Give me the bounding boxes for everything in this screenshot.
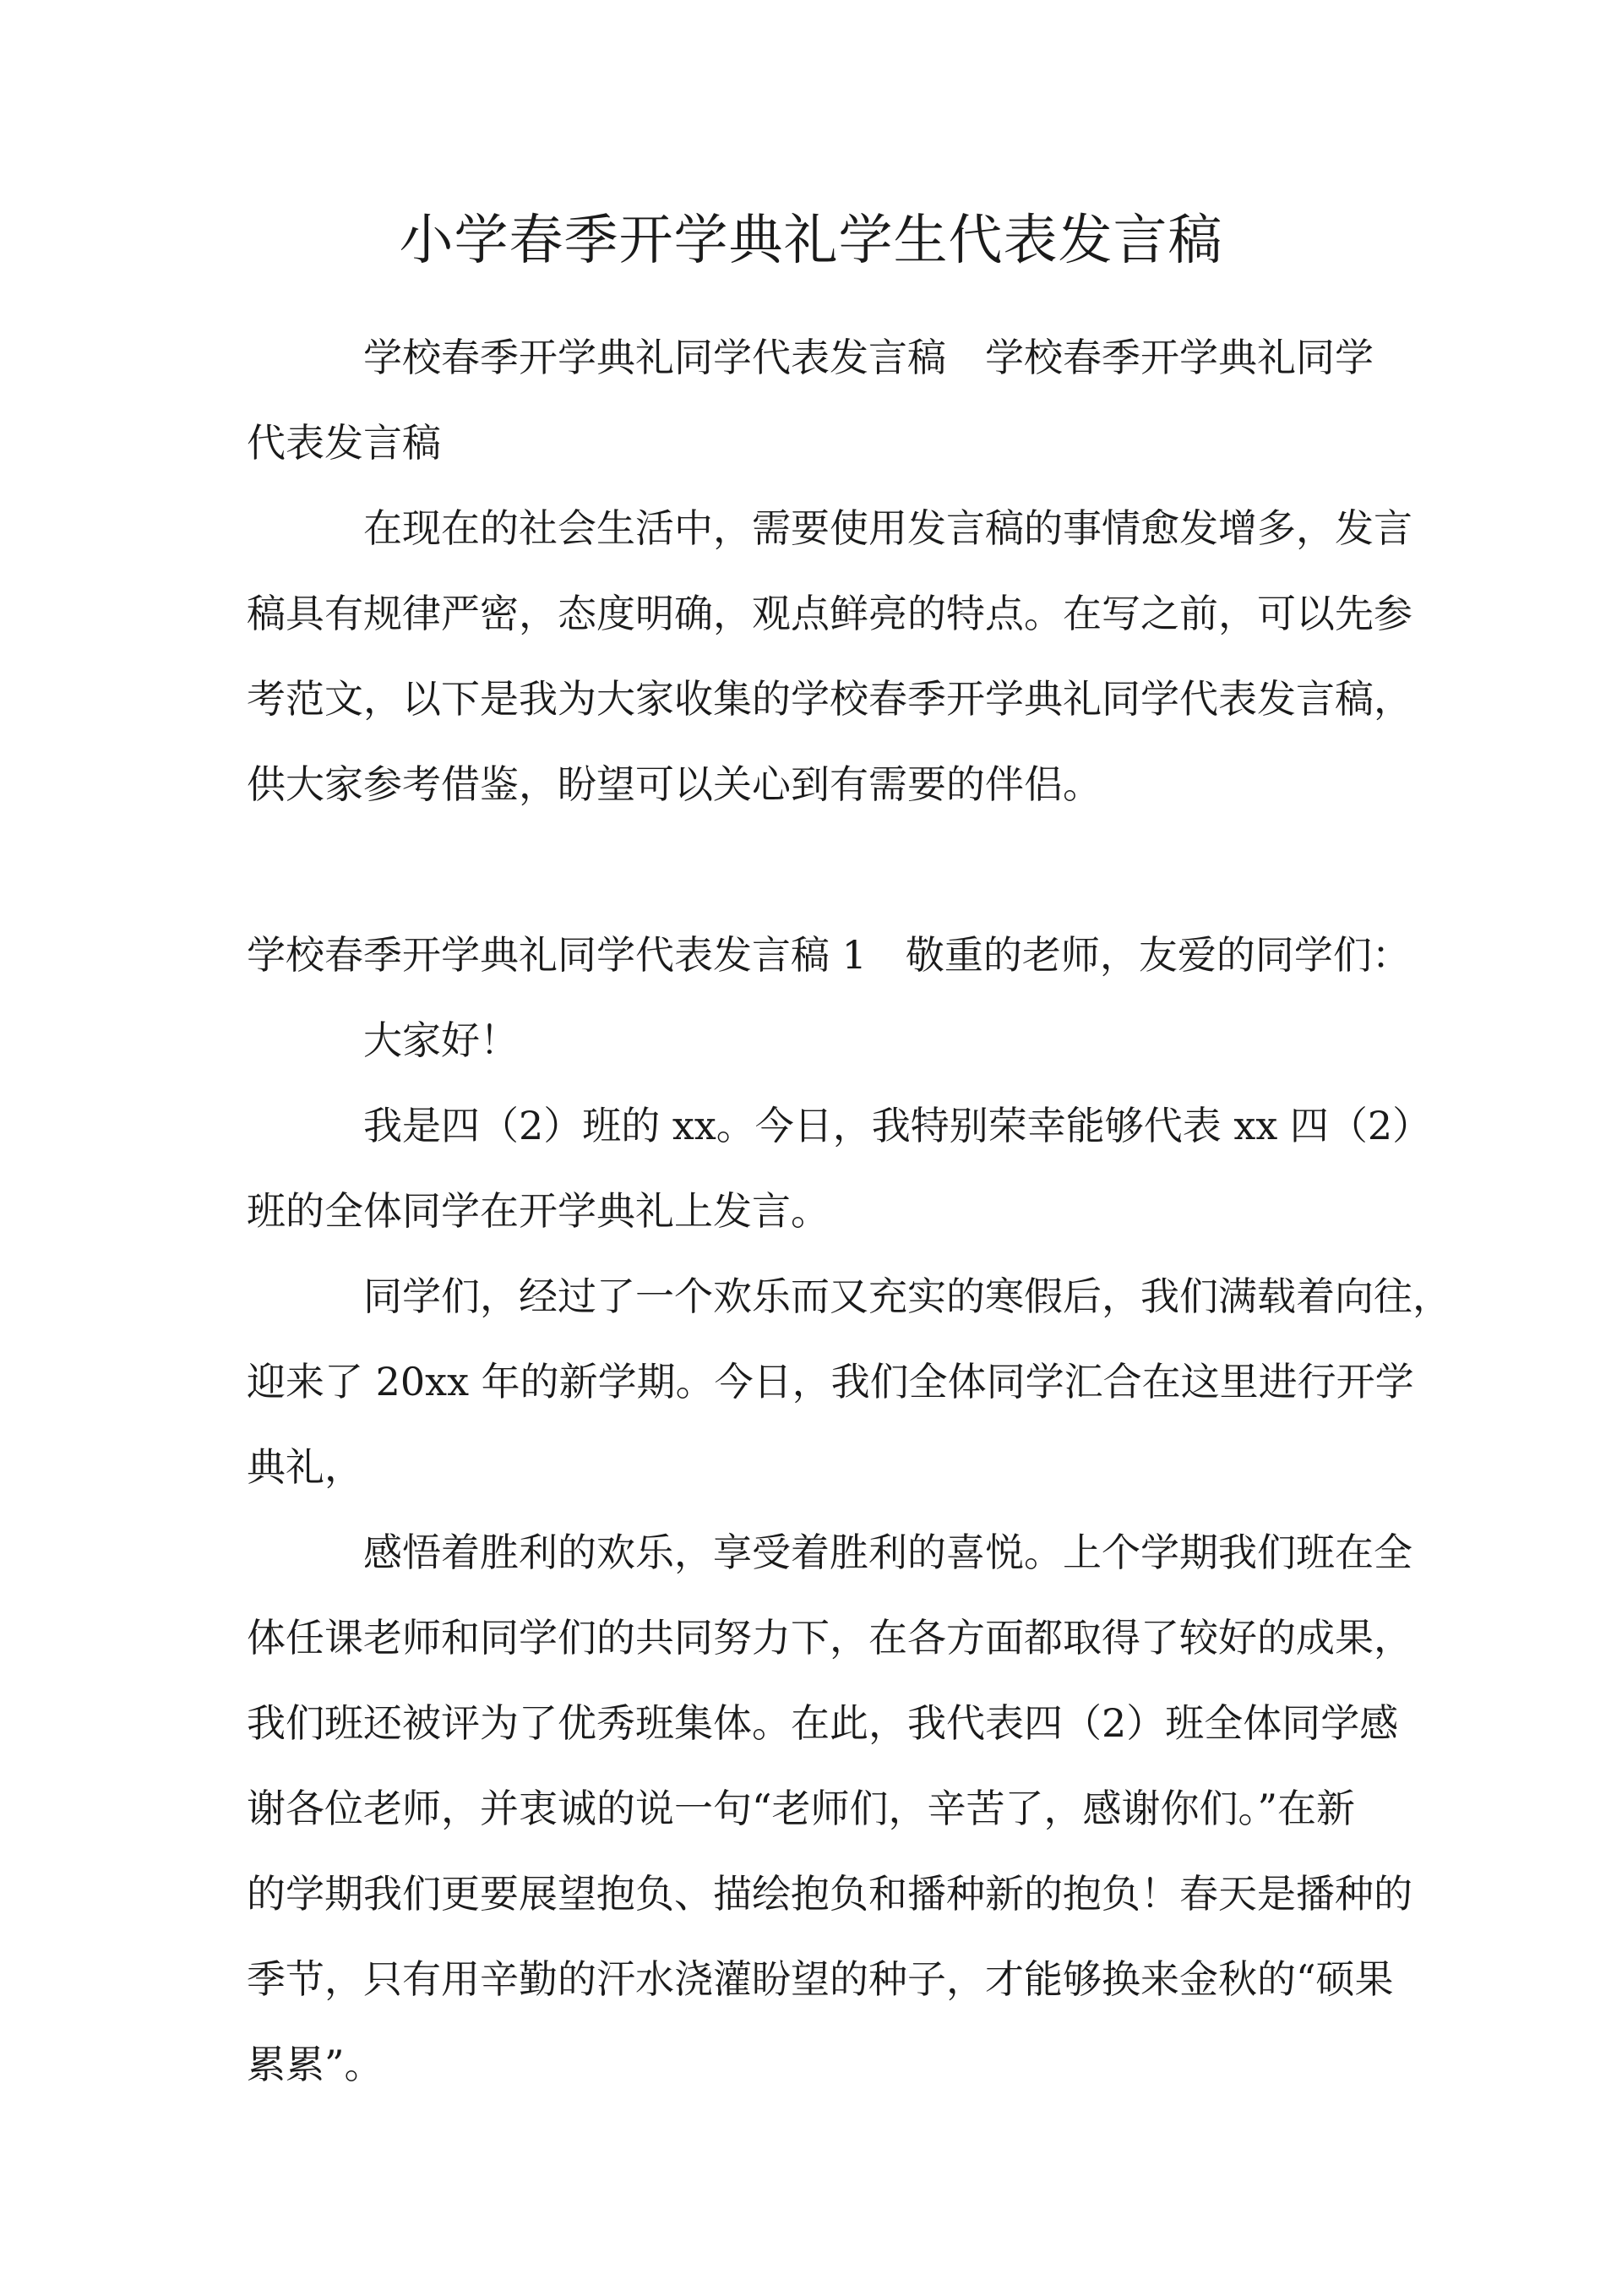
intro-paragraph	[247, 486, 1412, 827]
document-title: 小学春季开学典礼学生代表发言稿	[399, 210, 1223, 272]
text-line: 稿具有规律严密，态度明确，观点鲜亮的特点。在写之前，可以先参	[247, 591, 1412, 636]
text-line: 供大家参考借鉴，盼望可以关心到有需要的伴侣。	[247, 761, 1102, 807]
text-line: 典礼，	[247, 1444, 363, 1490]
text-line: 我是四（2）班的 xx。今日，我特别荣幸能够代表 xx 四（2）	[363, 1103, 1432, 1148]
paragraph-gap	[247, 827, 1380, 913]
text-line: 在现在的社会生活中，需要使用发言稿的事情愈发增多，发言	[363, 505, 1412, 551]
intro-heading-paragraph	[247, 315, 1380, 486]
text-line: 考范文，以下是我为大家收集的学校春季开学典礼同学代表发言稿，	[247, 676, 1412, 722]
text-line: 体任课老师和同学们的共同努力下，在各方面都取得了较好的成果，	[247, 1615, 1412, 1661]
text-line: 班的全体同学在开学典礼上发言。	[247, 1188, 830, 1234]
document-body	[247, 315, 1451, 2108]
text-line: 学校春季开学典礼同学代表发言稿 1 敬重的老师，友爱的同学们：	[247, 932, 1411, 978]
achievement-paragraph	[247, 1510, 1412, 2108]
text-line: 的学期我们更要展望抱负、描绘抱负和播种新的抱负！春天是播种的	[247, 1871, 1412, 1917]
text-line: 季节，只有用辛勤的汗水浇灌盼望的种子，才能够换来金秋的“硕果	[247, 1956, 1394, 2002]
new-semester-paragraph	[247, 1254, 1451, 1510]
text-line: 同学们，经过了一个欢乐而又充实的寒假后，我们满载着向往，	[363, 1273, 1451, 1319]
text-line: 迎来了 20xx 年的新学期。今日，我们全体同学汇合在这里进行开学	[247, 1359, 1414, 1404]
text-line: 谢各位老师，并衷诚的说一句“老师们，辛苦了，感谢你们。”在新	[247, 1786, 1356, 1831]
text-line: 感悟着胜利的欢乐，享受着胜利的喜悦。上个学期我们班在全	[363, 1530, 1412, 1575]
self-intro-paragraph	[247, 1083, 1432, 1254]
text-line: 学校春季开学典礼同学代表发言稿 学校春季开学典礼同学	[363, 335, 1374, 380]
text-line: 代表发言稿	[247, 420, 441, 466]
text-line: 我们班还被评为了优秀班集体。在此，我代表四（2）班全体同学感	[247, 1700, 1399, 1746]
text-line: 大家好！	[363, 1017, 519, 1063]
speech-heading-paragraph	[247, 913, 1411, 998]
greeting-paragraph	[247, 998, 1380, 1083]
text-line: 累累”。	[247, 2042, 384, 2087]
